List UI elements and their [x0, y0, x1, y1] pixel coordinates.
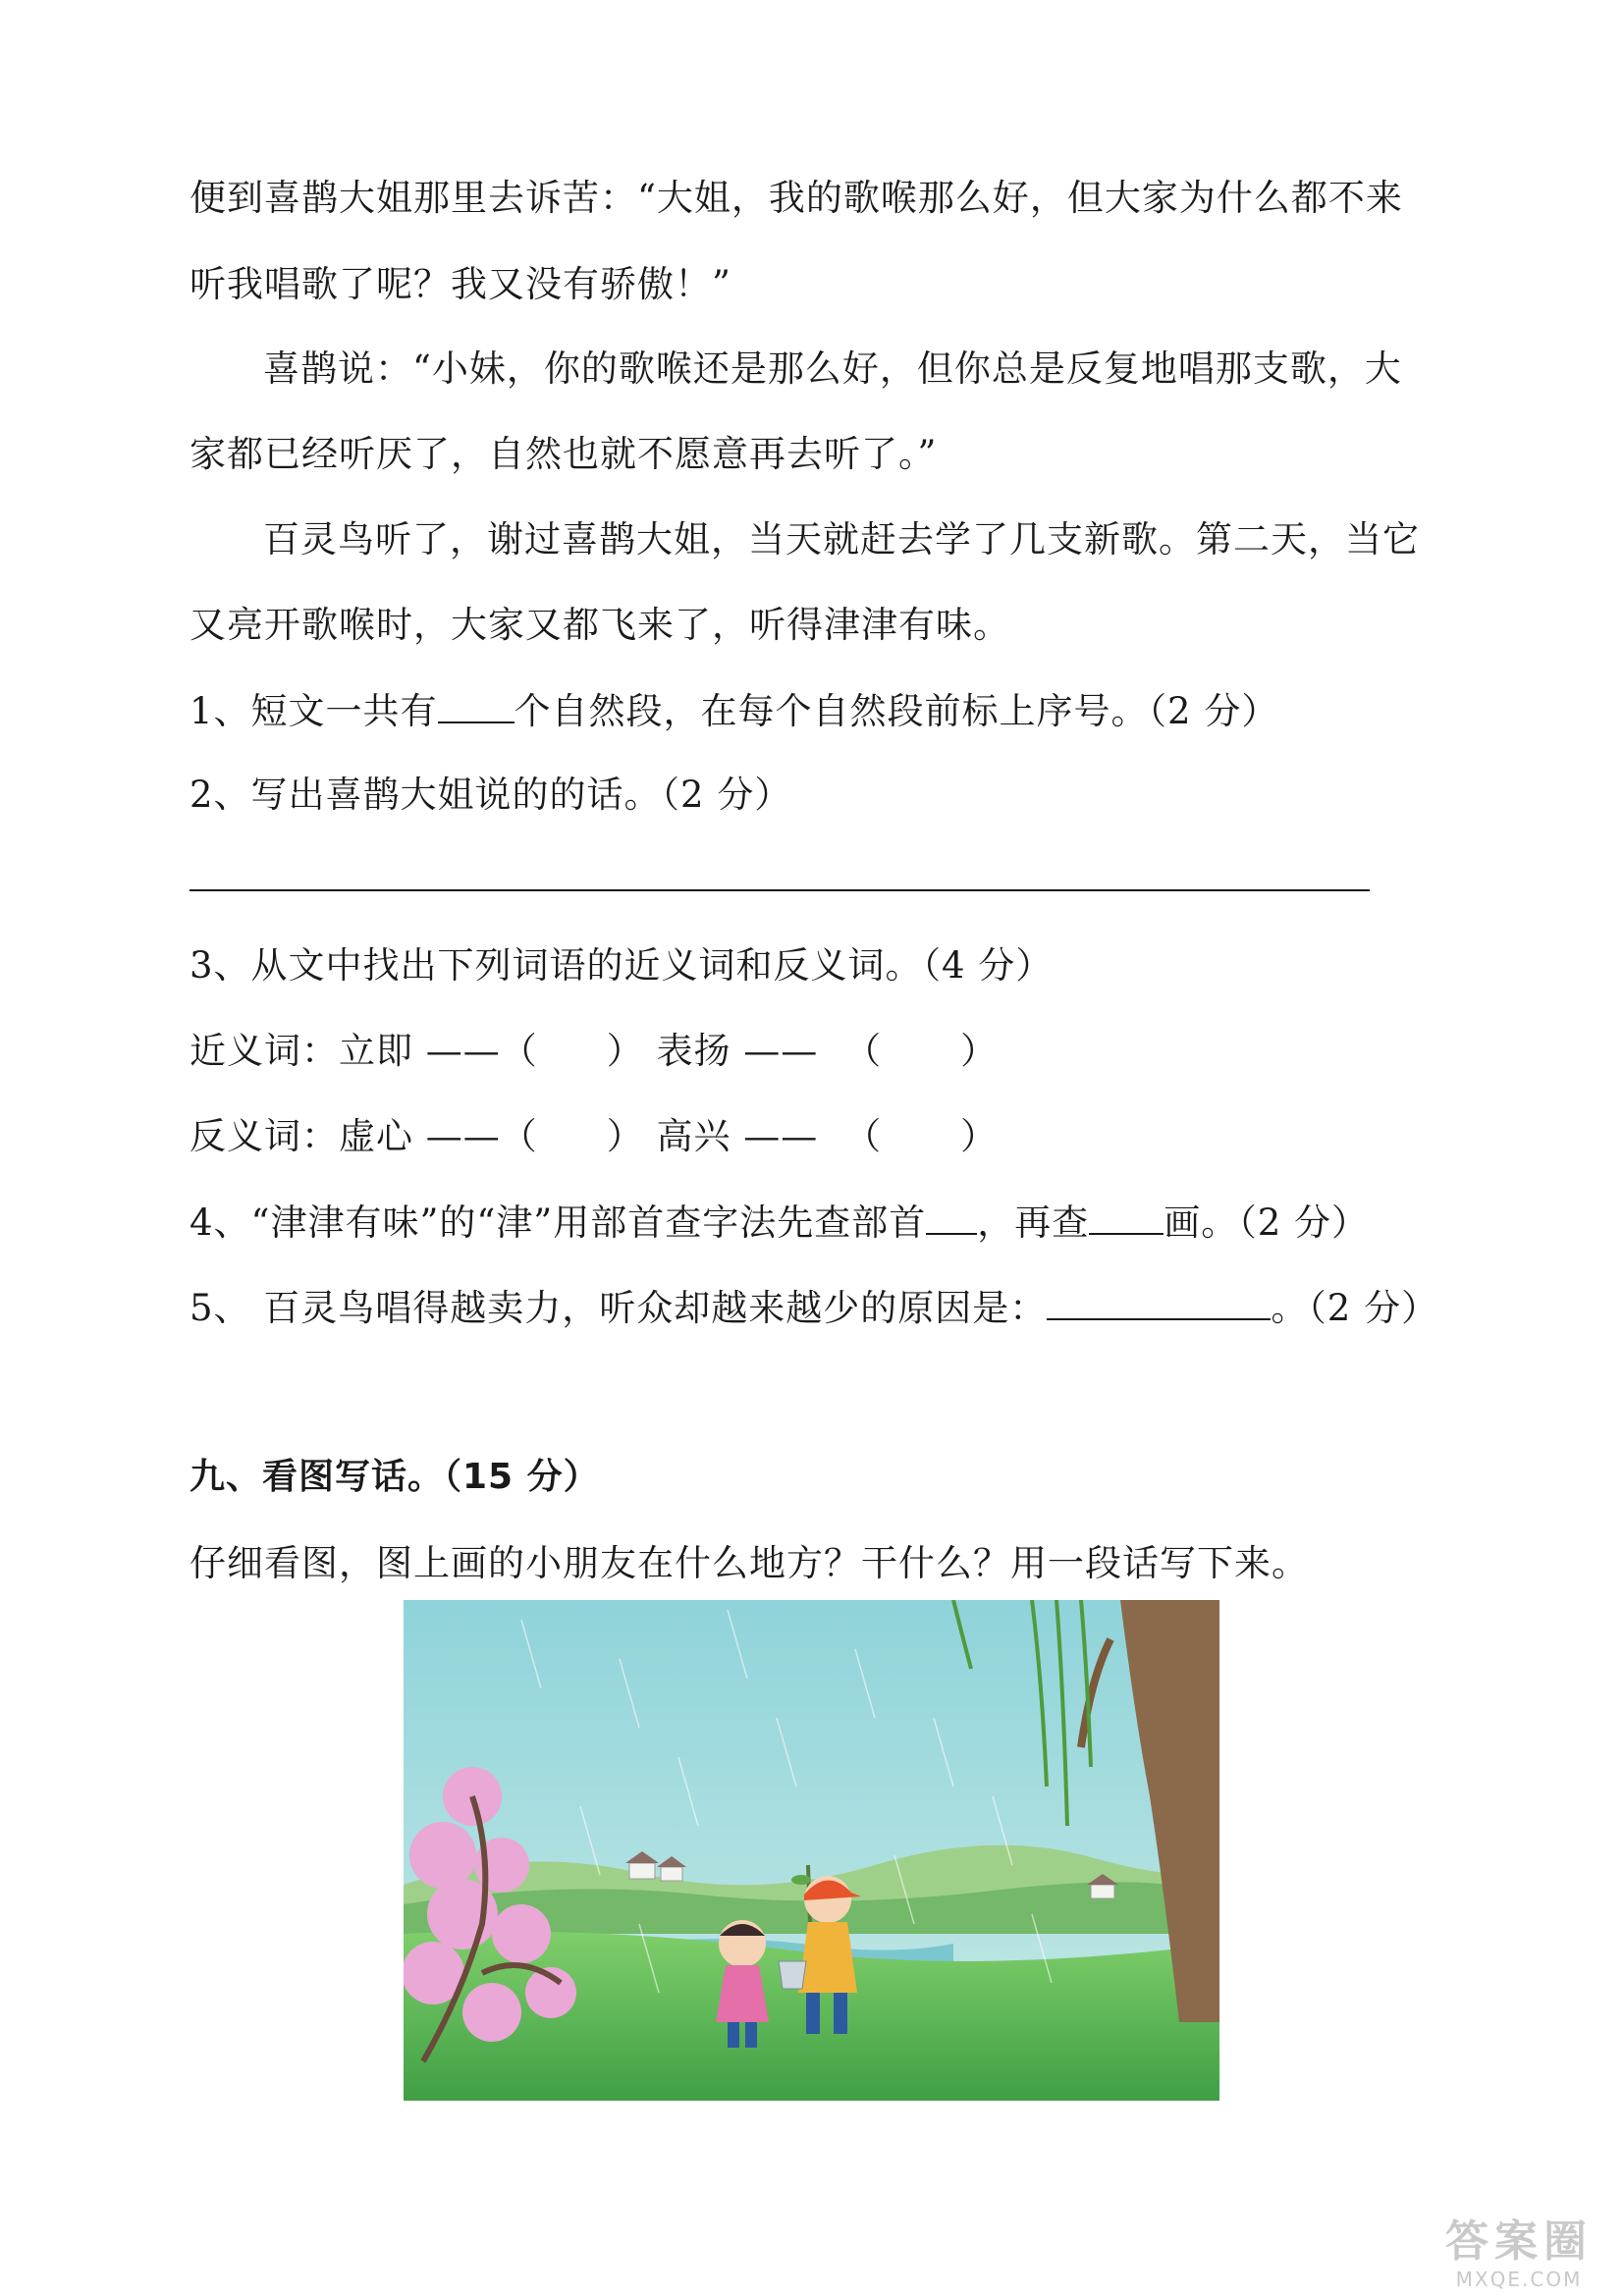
- antonym-row: [189, 1115, 999, 1157]
- question-4-blank-radical[interactable]: [926, 1203, 977, 1235]
- question-4-blank-strokes[interactable]: [1089, 1203, 1164, 1235]
- question-3: 3、从文中找出下列词语的近义词和反义词。（4 分）: [189, 944, 1054, 987]
- answer-paren-open[interactable]: （: [844, 1030, 883, 1072]
- passage-line: 便到喜鹊大姐那里去诉苦：“大姐，我的歌喉那么好，但大家为什么都不来: [189, 177, 1403, 219]
- passage-line: 喜鹊说：“小妹，你的歌喉还是那么好，但你总是反复地唱那支歌，大: [263, 347, 1402, 390]
- dash: ——: [743, 1030, 819, 1072]
- answer-paren-close: ）: [960, 1115, 999, 1157]
- question-4-text: 4、“津津有味”的“津”用部首查字法先查部首: [189, 1201, 927, 1244]
- question-1-blank[interactable]: [438, 692, 514, 723]
- answer-paren-open[interactable]: （: [500, 1115, 538, 1157]
- answer-paren-close: ）: [606, 1115, 644, 1157]
- watermark-logo: 答案圈: [1445, 2216, 1593, 2267]
- watermark: [1414, 2216, 1624, 2296]
- question-2: 2、写出喜鹊大姐说的的话。（2 分）: [189, 774, 792, 816]
- answer-paren-open[interactable]: （: [500, 1030, 538, 1072]
- question-4: [189, 1201, 1370, 1244]
- question-2-answer-line[interactable]: [189, 889, 1370, 891]
- dash: ——: [425, 1115, 501, 1157]
- answer-paren-close: ）: [960, 1030, 999, 1072]
- passage-line: 听我唱歌了呢？我又没有骄傲！”: [189, 263, 731, 305]
- answer-paren-close: ）: [606, 1030, 644, 1072]
- question-5-text-end: 。（2 分）: [1271, 1287, 1439, 1329]
- question-1-text-end: 个自然段，在每个自然段前标上序号。（2 分）: [514, 690, 1279, 732]
- dash: ——: [743, 1115, 819, 1157]
- antonym-word: 高兴: [656, 1115, 731, 1157]
- question-1-text: 1、短文一共有: [189, 690, 438, 732]
- answer-paren-open[interactable]: （: [844, 1115, 883, 1157]
- question-5: [189, 1287, 1439, 1329]
- dash: ——: [425, 1030, 501, 1072]
- question-1: [189, 690, 1279, 732]
- passage-line: 家都已经听厌了，自然也就不愿意再去听了。”: [189, 433, 938, 475]
- antonym-label: 反义词：: [189, 1115, 339, 1157]
- watermark-url: MXQE.COM: [1455, 2268, 1583, 2291]
- passage-line: 又亮开歌喉时，大家又都飞来了，听得津津有味。: [189, 604, 1010, 646]
- antonym-word: 虚心: [339, 1115, 413, 1157]
- passage-line: 百灵鸟听了，谢过喜鹊大姐，当天就赶去学了几支新歌。第二天，当它: [263, 518, 1420, 561]
- question-4-text-end: 画。（2 分）: [1164, 1201, 1370, 1244]
- synonym-label: 近义词：: [189, 1030, 339, 1072]
- section-9-prompt: 仔细看图，图上画的小朋友在什么地方？干什么？用一段话写下来。: [189, 1542, 1309, 1584]
- synonym-row: [189, 1030, 999, 1072]
- section-9-title: 九、看图写话。（15 分）: [189, 1457, 600, 1497]
- synonym-word: 表扬: [656, 1030, 731, 1072]
- question-5-text: 5、 百灵鸟唱得越卖力，听众却越来越少的原因是：: [189, 1287, 1048, 1329]
- question-4-text-mid: ，再查: [977, 1201, 1090, 1244]
- synonym-word: 立即: [339, 1030, 413, 1072]
- question-5-blank[interactable]: [1047, 1289, 1271, 1320]
- writing-prompt-illustration: [404, 1600, 1219, 2101]
